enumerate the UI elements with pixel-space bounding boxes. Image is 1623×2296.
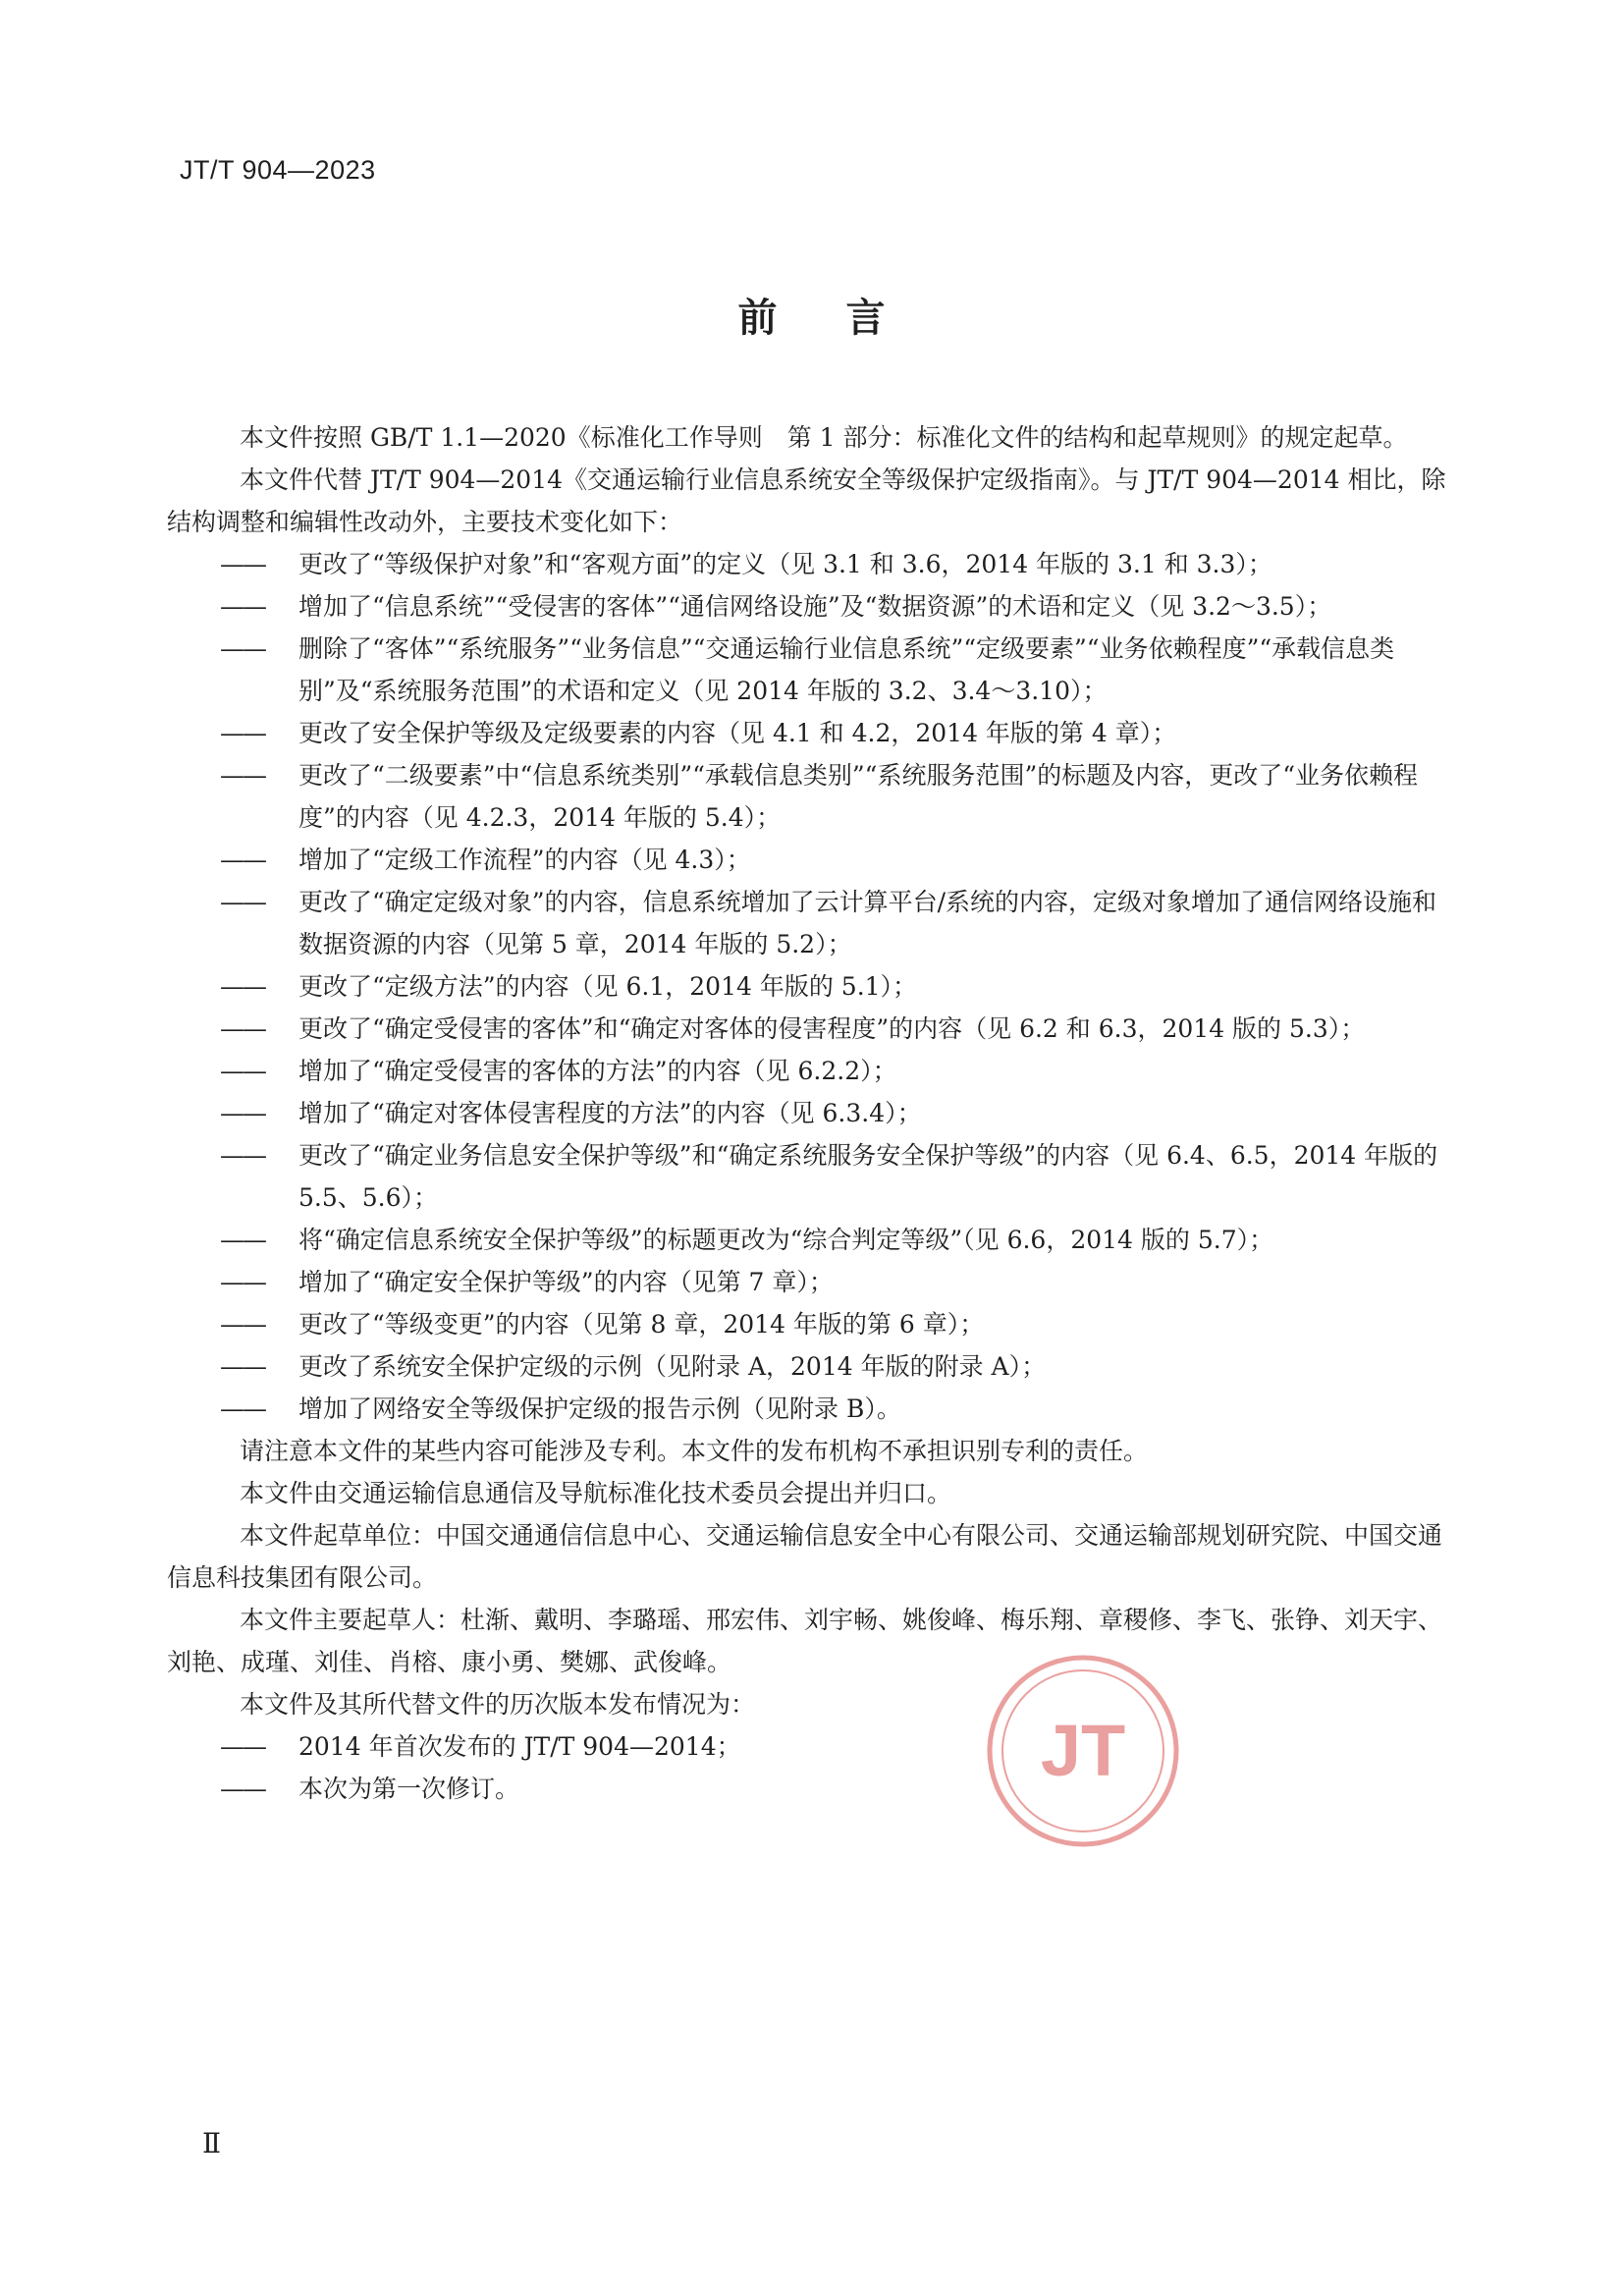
dash-marker: ——: [220, 761, 265, 790]
change-item: —— 更改了“二级要素”中“信息系统类别”“承载信息类别”“系统服务范围”的标题及内容，更改了“业务依赖程度”的内容（见 4.2.3，2014 年版的 5.4）；: [167, 754, 1453, 839]
dash-marker: ——: [220, 592, 265, 621]
dash-marker: ——: [220, 1057, 265, 1085]
dash-marker: ——: [220, 888, 265, 916]
change-item: —— 增加了“定级工作流程”的内容（见 4.3）；: [167, 839, 1453, 881]
dash-marker: ——: [220, 1310, 265, 1339]
change-item: —— 增加了“确定对客体侵害程度的方法”的内容（见 6.3.4）；: [167, 1092, 1453, 1134]
change-item: —— 增加了网络安全等级保护定级的报告示例（见附录 B）。: [167, 1388, 1453, 1430]
change-item: —— 更改了“定级方法”的内容（见 6.1，2014 年版的 5.1）；: [167, 965, 1453, 1008]
dash-marker: ——: [220, 972, 265, 1001]
change-item: —— 更改了安全保护等级及定级要素的内容（见 4.1 和 4.2，2014 年版的第 4 章）；: [167, 712, 1453, 754]
change-item: —— 增加了“信息系统”“受侵害的客体”“通信网络设施”及“数据资源”的术语和定义（见 3.2～3.5）；: [167, 585, 1453, 628]
dash-marker: ——: [220, 846, 265, 874]
change-item: —— 增加了“确定受侵害的客体的方法”的内容（见 6.2.2）；: [167, 1050, 1453, 1092]
dash-marker: ——: [220, 1775, 265, 1803]
dash-marker: ——: [220, 1099, 265, 1127]
history-intro: 本文件及其所代替文件的历次版本发布情况为：: [240, 1690, 756, 1719]
dash-marker: ——: [220, 1268, 265, 1296]
history-item: —— 2014 年首次发布的 JT/T 904—2014；: [167, 1725, 1453, 1768]
committee-paragraph: 本文件由交通运输信息通信及导航标准化技术委员会提出并归口。: [240, 1479, 952, 1507]
jt-seal-stamp: [985, 1653, 1181, 1849]
change-item: —— 更改了“确定定级对象”的内容，信息系统增加了云计算平台/系统的内容，定级对象增加了通信网络设施和数据资源的内容（见第 5 章，2014 年版的 5.2）；: [167, 881, 1453, 965]
patent-notice: 请注意本文件的某些内容可能涉及专利。本文件的发布机构不承担识别专利的责任。: [240, 1437, 1149, 1465]
dash-marker: ——: [220, 1732, 265, 1761]
history-item: —— 本次为第一次修订。: [167, 1768, 1453, 1810]
change-item: —— 更改了“等级变更”的内容（见第 8 章，2014 年版的第 6 章）；: [167, 1303, 1453, 1345]
stamp-text: JT: [1040, 1710, 1126, 1791]
intro-paragraph: 本文件代替 JT/T 904—2014《交通运输行业信息系统安全等级保护定级指南》。与 JT/T 904—2014 相比，除结构调整和编辑性改动外，主要技术变化如下：: [167, 465, 1446, 536]
change-item: —— 更改了“确定受侵害的客体”和“确定对客体的侵害程度”的内容（见 6.2 和 6.3，2014 版的 5.3）；: [167, 1008, 1453, 1050]
intro-paragraph: 本文件按照 GB/T 1.1—2020《标准化工作导则 第 1 部分：标准化文件的结构和起草规则》的规定起草。: [240, 423, 1408, 452]
change-item: —— 更改了“确定业务信息安全保护等级”和“确定系统服务安全保护等级”的内容（见 6.4、6.5，2014 年版的 5.5、5.6）；: [167, 1134, 1453, 1219]
dash-marker: ——: [220, 1014, 265, 1043]
document-body: [167, 416, 1453, 1810]
change-item: —— 更改了“等级保护对象”和“客观方面”的定义（见 3.1 和 3.6，2014 年版的 3.1 和 3.3）；: [167, 543, 1453, 585]
dash-marker: ——: [220, 1352, 265, 1381]
page-title: 前言: [737, 296, 954, 341]
dash-marker: ——: [220, 1141, 265, 1170]
document-code: JT/T 904—2023: [180, 155, 376, 185]
drafting-units-paragraph: 本文件起草单位：中国交通通信信息中心、交通运输信息安全中心有限公司、交通运输部规划研究院、中国交通信息科技集团有限公司。: [167, 1521, 1443, 1592]
dash-marker: ——: [220, 1394, 265, 1423]
change-item: —— 增加了“确定安全保护等级”的内容（见第 7 章）；: [167, 1261, 1453, 1303]
dash-marker: ——: [220, 634, 265, 663]
dash-marker: ——: [220, 550, 265, 578]
drafters-paragraph: 本文件主要起草人：杜渐、戴明、李璐瑶、邢宏伟、刘宇畅、姚俊峰、梅乐翔、章稷修、李飞、张铮、刘天宇、刘艳、成瑾、刘佳、肖榕、康小勇、樊娜、武俊峰。: [167, 1606, 1443, 1676]
dash-marker: ——: [220, 719, 265, 747]
change-item: —— 将“确定信息系统安全保护等级”的标题更改为“综合判定等级”（见 6.6，2014 版的 5.7）；: [167, 1219, 1453, 1261]
change-item: —— 删除了“客体”“系统服务”“业务信息”“交通运输行业信息系统”“定级要素”“业务依赖程度”“承载信息类别”及“系统服务范围”的术语和定义（见 2014 年版的 3.2、3.4～3.10）；: [167, 628, 1453, 712]
dash-marker: ——: [220, 1226, 265, 1254]
page-number: Ⅱ: [202, 2127, 222, 2159]
change-item: —— 更改了系统安全保护定级的示例（见附录 A，2014 年版的附录 A）；: [167, 1345, 1453, 1388]
